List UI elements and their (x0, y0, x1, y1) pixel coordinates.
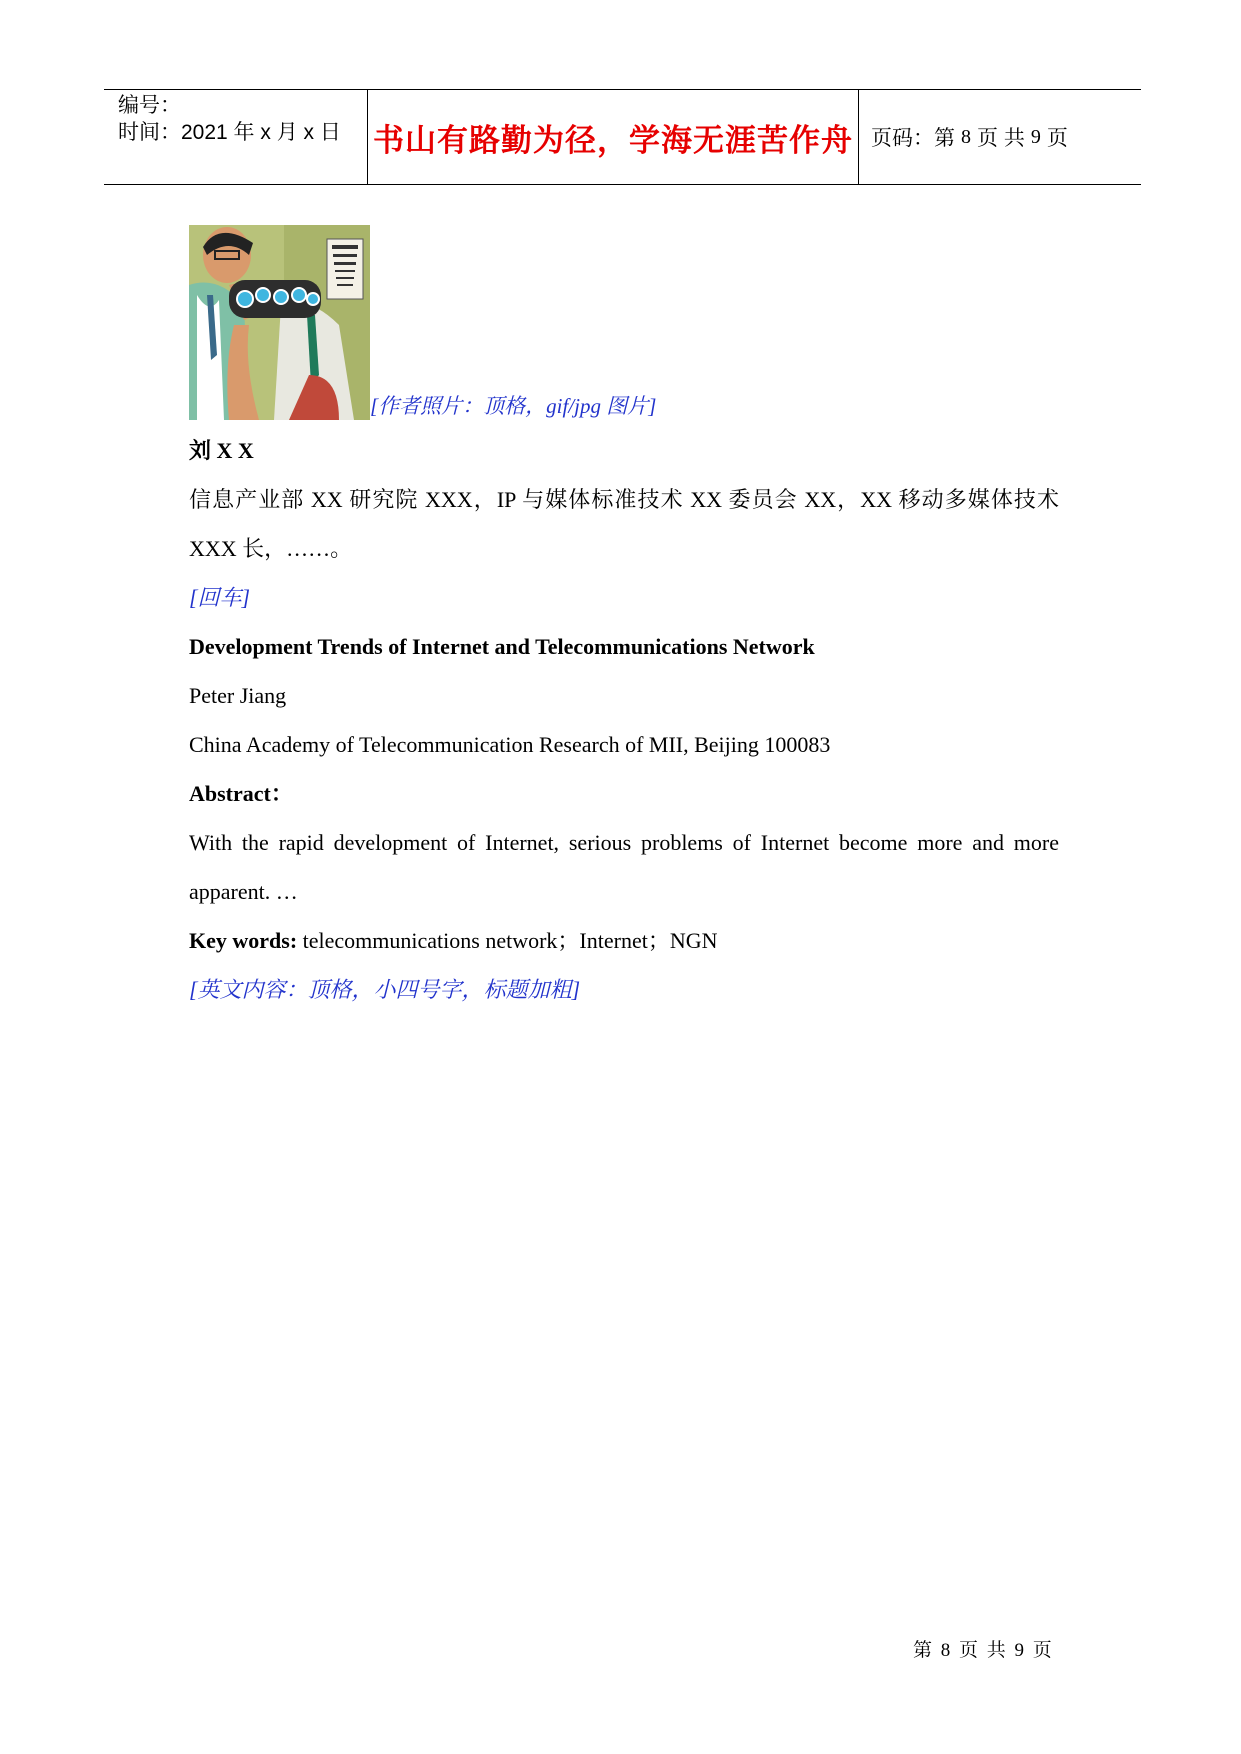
abstract-label: Abstract： (189, 781, 293, 806)
english-format-note: [英文内容：顶格，小四号字，标题加粗] (189, 977, 581, 1002)
document-body (189, 225, 1059, 1014)
footer-page-number: 第 8 页 共 9 页 (913, 1640, 1054, 1661)
header-left-cell (104, 90, 368, 184)
document-time-label: 时间：2021 年 x 月 x 日 (118, 121, 341, 144)
author-bio: 信息产业部 XX 研究院 XXX，IP 与媒体标准技术 XX 委员会 XX，XX 移动多媒体技术 XXX 长，……。 (189, 487, 1059, 561)
header-table (104, 89, 1141, 185)
keywords-text: telecommunications network；Internet；NGN (297, 928, 718, 953)
optometrist-clipart-icon (189, 225, 370, 420)
header-motto-cell (368, 90, 859, 184)
page-mid: 页 共 (977, 127, 1025, 150)
page-current: 8 (961, 125, 971, 148)
header-motto: 书山有路勤为径，学海无涯苦作舟 (373, 122, 853, 159)
author-name: 刘 X X (189, 438, 254, 463)
keywords-line (189, 916, 1059, 965)
english-affiliation: China Academy of Telecommunication Research of MII, Beijing 100083 (189, 732, 831, 757)
return-note: [回车] (189, 585, 251, 610)
keywords-label: Key words: (189, 928, 298, 953)
header-page-cell (859, 90, 1141, 184)
english-title: Development Trends of Internet and Telecommunications Network (189, 634, 815, 659)
document-number-label: 编号： (118, 94, 181, 117)
page-suffix: 页 (1046, 127, 1068, 150)
author-photo-row (189, 225, 1059, 420)
page-prefix: 页码：第 (871, 127, 955, 150)
page-total: 9 (1030, 125, 1041, 148)
english-author: Peter Jiang (189, 683, 287, 708)
photo-format-note: [作者照片：顶格，gif/jpg 图片] (370, 394, 657, 418)
abstract-text: With the rapid development of Internet, serious problems of Internet become more and more apparent. … (189, 830, 1059, 904)
